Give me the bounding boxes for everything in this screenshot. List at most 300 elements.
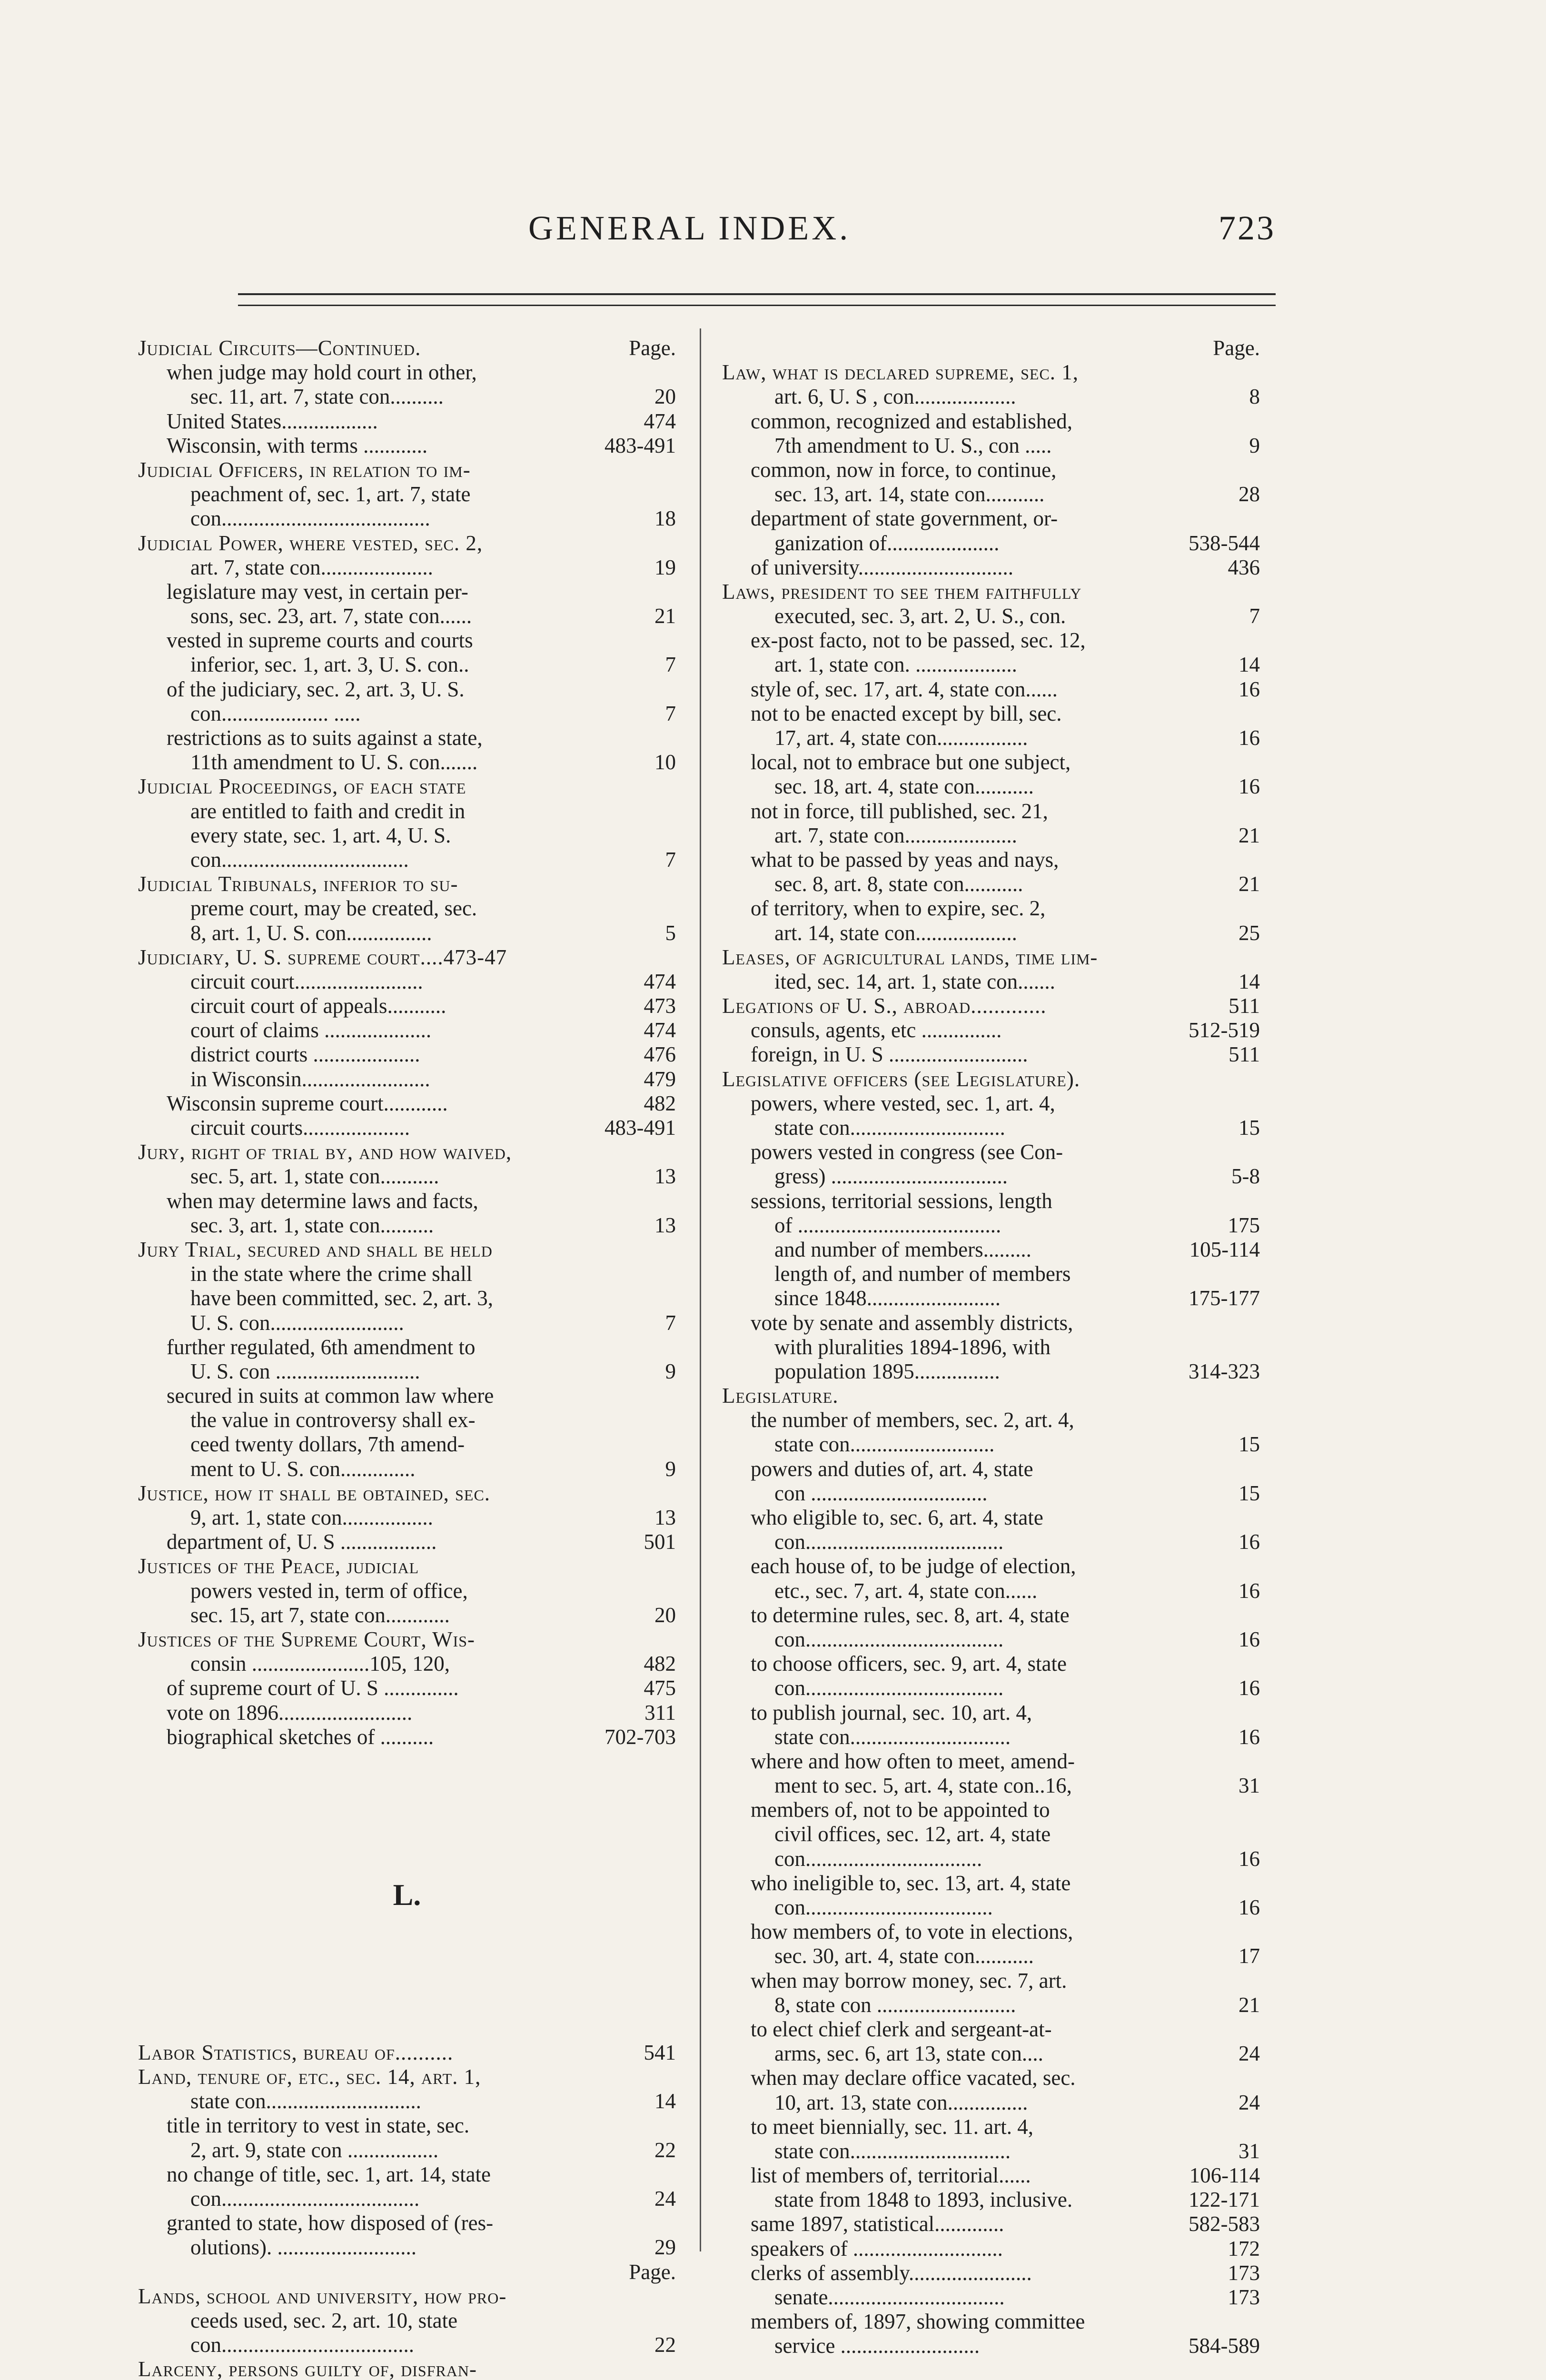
- index-subentry: [138, 2113, 676, 2138]
- entry-text: how members of, to vote in elections,: [751, 1920, 1073, 1944]
- entry-text: not in force, till published, sec. 21,: [751, 799, 1048, 823]
- entry-text: in Wisconsin........................: [190, 1067, 430, 1091]
- index-subentry: [138, 726, 676, 750]
- index-subentry: [722, 1432, 1260, 1457]
- entry-text: U. S. con.........................: [190, 1310, 404, 1335]
- entry-text: sec. 11, art. 7, state con..........: [190, 385, 444, 409]
- page-reference: 5-8: [1231, 1164, 1260, 1189]
- section-spacer: [138, 1919, 676, 2041]
- entry-text: olutions). ..........................: [190, 2235, 417, 2260]
- page-reference: 122-171: [1189, 2188, 1260, 2212]
- entry-text: Judicial Tribunals, inferior to su-: [138, 872, 458, 896]
- page-reference: 173: [1228, 2285, 1260, 2309]
- page-title: GENERAL INDEX.: [528, 209, 851, 247]
- index-entry: [138, 336, 676, 360]
- entry-text: Land, tenure of, etc., sec. 14, art. 1,: [138, 2065, 481, 2089]
- index-subentry: [138, 1311, 676, 1335]
- page-reference: 24: [1239, 2042, 1260, 2066]
- entry-text: each house of, to be judge of election,: [751, 1554, 1076, 1578]
- index-subentry: [722, 2017, 1260, 2042]
- page-reference: 541: [644, 2040, 676, 2064]
- page-reference: 21: [654, 604, 676, 628]
- entry-text: Judiciary, U. S. supreme court....473-47: [138, 945, 507, 969]
- entry-text: population 1895................: [774, 1359, 1000, 1383]
- entry-text: who eligible to, sec. 6, art. 4, state: [751, 1506, 1043, 1529]
- index-subentry: [138, 970, 676, 994]
- entry-text: Legations of U. S., abroad.............: [722, 994, 1047, 1018]
- index-subentry: [722, 336, 1260, 360]
- index-subentry: [722, 2212, 1260, 2236]
- index-subentry: [722, 1189, 1260, 1213]
- page-reference: 7: [665, 653, 676, 677]
- entry-text: 8, state con ..........................: [774, 1993, 1016, 2017]
- index-subentry: [722, 2285, 1260, 2310]
- entry-text: Justices of the Supreme Court, Wis-: [138, 1627, 476, 1651]
- index-subentry: [722, 2188, 1260, 2212]
- entry-text: arms, sec. 6, art 13, state con....: [774, 2042, 1043, 2066]
- index-subentry: [722, 1164, 1260, 1189]
- entry-text: members of, 1897, showing committee: [751, 2310, 1085, 2334]
- index-subentry: [138, 1384, 676, 1408]
- entry-text: 7th amendment to U. S., con .....: [774, 433, 1052, 457]
- index-subentry: [722, 702, 1260, 726]
- index-subentry: [722, 1749, 1260, 1774]
- entry-text: state con..............................: [774, 1725, 1011, 1749]
- entry-text: in the state where the crime shall: [190, 1262, 473, 1286]
- entry-text: circuit court of appeals...........: [190, 994, 446, 1018]
- entry-text: Larceny, persons guilty of, disfran-: [138, 2357, 477, 2380]
- index-subentry: [138, 2333, 676, 2357]
- entry-text: Justice, how it shall be obtained, sec.: [138, 1481, 491, 1505]
- entry-text: sec. 5, art. 1, state con...........: [190, 1164, 439, 1189]
- index-subentry: [722, 1944, 1260, 1968]
- entry-text: when may determine laws and facts,: [167, 1189, 478, 1213]
- page-reference: 28: [1239, 482, 1260, 506]
- index-subentry: [722, 1018, 1260, 1042]
- index-entry: [722, 1067, 1260, 1091]
- page-reference: 501: [644, 1530, 676, 1554]
- entry-text: circuit court........................: [190, 969, 423, 993]
- entry-text: who ineligible to, sec. 13, art. 4, state: [751, 1871, 1071, 1895]
- page-reference: 105-114: [1189, 1237, 1260, 1261]
- index-subentry: [722, 2310, 1260, 2334]
- index-subentry: [138, 896, 676, 921]
- entry-text: con.................................: [774, 1846, 982, 1871]
- entry-text: con.....................................: [774, 1530, 1004, 1554]
- index-subentry: [722, 1920, 1260, 1944]
- entry-text: members of, not to be appointed to: [751, 1798, 1050, 1822]
- index-subentry: [138, 1359, 676, 1384]
- entry-text: Leases, of agricultural lands, time lim-: [722, 945, 1098, 969]
- page-reference: 479: [644, 1067, 676, 1091]
- index-subentry: [722, 1603, 1260, 1627]
- entry-text: con...................................: [774, 1895, 993, 1919]
- entry-text: ceeds used, sec. 2, art. 10, state: [190, 2308, 458, 2332]
- page-reference: 20: [654, 385, 676, 409]
- page-reference: 21: [1239, 823, 1260, 847]
- index-subentry: [138, 2187, 676, 2211]
- entry-text: powers and duties of, art. 4, state: [751, 1457, 1033, 1481]
- index-entry: [138, 2284, 676, 2309]
- entry-text: sec. 8, art. 8, state con...........: [774, 872, 1023, 896]
- page-reference: 476: [644, 1042, 676, 1067]
- entry-text: Legislature.: [722, 1384, 839, 1408]
- entry-text: Judicial Circuits—Continued.: [138, 336, 421, 360]
- index-subentry: [722, 1408, 1260, 1432]
- page-reference: 17: [1239, 1944, 1260, 1968]
- entry-text: Wisconsin, with terms ............: [167, 433, 428, 457]
- index-subentry: [722, 458, 1260, 482]
- index-subentry: [722, 653, 1260, 677]
- entry-text: Judicial Power, where vested, sec. 2,: [138, 531, 483, 555]
- index-subentry: [138, 555, 676, 580]
- index-subentry: [138, 1042, 676, 1067]
- entry-text: department of state government, or-: [751, 506, 1058, 531]
- entry-text: Jury, right of trial by, and how waived,: [138, 1140, 512, 1164]
- index-subentry: [138, 1067, 676, 1091]
- page-reference: 538-544: [1189, 531, 1260, 555]
- index-subentry: [138, 799, 676, 823]
- index-subentry: [138, 604, 676, 628]
- page-reference: 31: [1239, 1774, 1260, 1798]
- entry-text: 9, art. 1, state con.................: [190, 1506, 433, 1529]
- index-subentry: [722, 872, 1260, 896]
- page-reference: 22: [654, 2138, 676, 2162]
- entry-text: to choose officers, sec. 9, art. 4, state: [751, 1652, 1067, 1676]
- page-reference: 173: [1228, 2261, 1260, 2285]
- entry-text: are entitled to faith and credit in: [190, 799, 466, 823]
- page-reference: 436: [1228, 555, 1260, 579]
- page-reference: 31: [1239, 2139, 1260, 2163]
- page-reference: 582-583: [1189, 2212, 1260, 2236]
- index-subentry: [138, 1189, 676, 1213]
- page-reference: 702-703: [605, 1725, 676, 1749]
- index-entry: [138, 872, 676, 896]
- section-letter-heading: [138, 1871, 676, 1919]
- page-header: [528, 208, 1276, 251]
- entry-text: sec. 18, art. 4, state con...........: [774, 774, 1034, 799]
- entry-text: to elect chief clerk and sergeant-at-: [751, 2017, 1052, 2041]
- index-entry: [138, 1554, 676, 1578]
- entry-text: Jury Trial, secured and shall be held: [138, 1237, 493, 1261]
- entry-text: preme court, may be created, sec.: [190, 896, 477, 921]
- entry-text: con .................................: [774, 1481, 988, 1505]
- index-subentry: [138, 921, 676, 945]
- index-subentry: [138, 1725, 676, 1749]
- index-entry: [138, 458, 676, 482]
- index-subentry: [138, 1530, 676, 1554]
- index-subentry: [138, 628, 676, 653]
- index-subentry: [138, 2260, 676, 2284]
- entry-text: peachment of, sec. 1, art. 7, state: [190, 482, 471, 506]
- index-entry: [138, 1238, 676, 1262]
- entry-text: speakers of ............................: [751, 2236, 1003, 2261]
- index-subentry: [722, 1554, 1260, 1578]
- entry-text: since 1848.........................: [774, 1286, 1001, 1310]
- index-subentry: [722, 385, 1260, 409]
- entry-text: 17, art. 4, state con.................: [774, 726, 1028, 750]
- entry-text: United States..................: [167, 409, 378, 433]
- index-subentry: [722, 506, 1260, 531]
- entry-text: con.....................................: [774, 1627, 1004, 1651]
- index-subentry: [722, 531, 1260, 555]
- index-subentry: [138, 2309, 676, 2333]
- index-subentry: [722, 921, 1260, 945]
- header-rule-top: [238, 293, 1276, 295]
- section-spacer: [138, 1749, 676, 1871]
- index-subentry: [722, 2261, 1260, 2285]
- page-reference: 16: [1239, 1725, 1260, 1749]
- entry-text: Laws, president to see them faithfully: [722, 579, 1082, 604]
- page-reference: 512-519: [1189, 1018, 1260, 1042]
- page-reference: 14: [654, 2089, 676, 2113]
- index-entry: [722, 580, 1260, 604]
- index-subentry: [138, 1603, 676, 1627]
- page-reference: 22: [654, 2333, 676, 2357]
- index-subentry: [722, 1652, 1260, 1676]
- index-subentry: [138, 580, 676, 604]
- entry-text: state con.............................: [774, 1116, 1005, 1140]
- index-subentry: [722, 823, 1260, 848]
- index-subentry: [722, 750, 1260, 774]
- index-subentry: [722, 1091, 1260, 1116]
- index-subentry: [138, 1018, 676, 1042]
- entry-text: art. 6, U. S , con...................: [774, 385, 1016, 409]
- page-reference: 16: [1239, 1846, 1260, 1871]
- page-reference: 511: [1229, 994, 1260, 1018]
- page-reference: 7: [665, 1310, 676, 1335]
- page-reference: 29: [654, 2235, 676, 2260]
- entry-text: what to be passed by yeas and nays,: [751, 847, 1059, 872]
- entry-text: inferior, sec. 1, art. 3, U. S. con..: [190, 653, 469, 677]
- page-reference: 9: [1249, 433, 1260, 457]
- index-subentry: [138, 1262, 676, 1286]
- entry-text: with pluralities 1894-1896, with: [774, 1335, 1050, 1359]
- entry-text: department of, U. S ..................: [167, 1530, 437, 1554]
- entry-text: art. 7, state con.....................: [774, 823, 1017, 847]
- page-reference: 19: [654, 555, 676, 579]
- index-subentry: [138, 360, 676, 385]
- index-subentry: [138, 1432, 676, 1457]
- page-reference: 15: [1239, 1432, 1260, 1457]
- entry-text: have been committed, sec. 2, art. 3,: [190, 1286, 494, 1310]
- entry-text: to meet biennially, sec. 11. art. 4,: [751, 2114, 1033, 2139]
- page-reference: 172: [1228, 2236, 1260, 2261]
- index-subentry: [138, 1457, 676, 1481]
- index-subentry: [138, 2138, 676, 2162]
- entry-text: biographical sketches of ..........: [167, 1725, 434, 1749]
- index-subentry: [722, 2139, 1260, 2163]
- entry-text: Page.: [1213, 336, 1260, 360]
- index-subentry: [722, 1262, 1260, 1286]
- entry-text: con....................................: [190, 2333, 414, 2357]
- index-subentry: [138, 1213, 676, 1238]
- page-reference: 24: [654, 2187, 676, 2211]
- index-subentry: [722, 1774, 1260, 1798]
- index-entry: [722, 945, 1260, 970]
- entry-text: ceed twenty dollars, 7th amend-: [190, 1432, 465, 1457]
- index-subentry: [722, 409, 1260, 434]
- index-subentry: [138, 1408, 676, 1432]
- index-subentry: [138, 1676, 676, 1700]
- index-entry: [722, 1384, 1260, 1408]
- page-reference: 175: [1228, 1213, 1260, 1237]
- entry-text: vested in supreme courts and courts: [167, 628, 473, 653]
- index-subentry: [722, 1457, 1260, 1481]
- entry-text: vote by senate and assembly districts,: [751, 1310, 1073, 1335]
- entry-text: common, now in force, to continue,: [751, 457, 1057, 482]
- page-reference: 16: [1239, 1530, 1260, 1554]
- index-entry: [138, 1627, 676, 1652]
- entry-text: Law, what is declared supreme, sec. 1,: [722, 360, 1079, 385]
- index-subentry: [722, 677, 1260, 702]
- page-reference: 7: [1249, 604, 1260, 628]
- index-subentry: [722, 1725, 1260, 1749]
- index-subentry: [722, 726, 1260, 750]
- index-subentry: [722, 2091, 1260, 2115]
- entry-text: every state, sec. 1, art. 4, U. S.: [190, 823, 451, 847]
- entry-text: ited, sec. 14, art. 1, state con.......: [774, 969, 1055, 993]
- index-subentry: [138, 1335, 676, 1359]
- page-reference: 25: [1239, 921, 1260, 945]
- entry-text: con.....................................: [190, 2187, 420, 2211]
- page-reference: 16: [1239, 1895, 1260, 1919]
- index-subentry: [138, 750, 676, 774]
- page-reference: 7: [665, 701, 676, 725]
- index-subentry: [722, 799, 1260, 823]
- index-entry: [138, 1140, 676, 1164]
- entry-text: ganization of.....................: [774, 531, 1000, 555]
- entry-text: con.......................................: [190, 506, 430, 531]
- entry-text: executed, sec. 3, art. 2, U. S., con.: [774, 604, 1066, 628]
- index-subentry: [138, 1701, 676, 1725]
- entry-text: sec. 3, art. 1, state con..........: [190, 1213, 434, 1237]
- page-reference: 14: [1239, 653, 1260, 677]
- index-subentry: [722, 1676, 1260, 1700]
- index-subentry: [722, 1530, 1260, 1554]
- entry-text: length of, and number of members: [774, 1262, 1071, 1286]
- entry-text: sec. 13, art. 14, state con...........: [774, 482, 1045, 506]
- index-subentry: [722, 1359, 1260, 1384]
- entry-text: to determine rules, sec. 8, art. 4, state: [751, 1603, 1070, 1627]
- entry-text: art. 7, state con.....................: [190, 555, 433, 579]
- entry-text: ment to sec. 5, art. 4, state con..16,: [774, 1774, 1072, 1798]
- page-reference: 584-589: [1189, 2334, 1260, 2358]
- entry-text: common, recognized and established,: [751, 409, 1073, 433]
- entry-text: civil offices, sec. 12, art. 4, state: [774, 1822, 1051, 1846]
- entry-text: foreign, in U. S ..........................: [751, 1042, 1028, 1067]
- page-reference: 8: [1249, 385, 1260, 409]
- index-subentry: [138, 1116, 676, 1140]
- entry-text: 8, art. 1, U. S. con................: [190, 921, 432, 945]
- page-reference: 475: [644, 1676, 676, 1700]
- entry-text: ex-post facto, not to be passed, sec. 12,: [751, 628, 1086, 653]
- entry-text: style of, sec. 17, art. 4, state con......: [751, 677, 1058, 701]
- index-subentry: [138, 434, 676, 458]
- page-reference: 13: [654, 1213, 676, 1237]
- index-subentry: [722, 1238, 1260, 1262]
- index-subentry: [138, 677, 676, 702]
- entry-text: Labor Statistics, bureau of..........: [138, 2040, 454, 2064]
- index-subentry: [722, 1335, 1260, 1359]
- index-entry: [138, 531, 676, 555]
- page-reference: 474: [644, 409, 676, 433]
- entry-text: to publish journal, sec. 10, art. 4,: [751, 1700, 1032, 1725]
- entry-text: granted to state, how disposed of (res-: [167, 2211, 494, 2235]
- entry-text: 10, art. 13, state con...............: [774, 2090, 1028, 2114]
- page-reference: 474: [644, 1018, 676, 1042]
- entry-text: title in territory to vest in state, sec.: [167, 2113, 470, 2138]
- index-entry: [138, 945, 676, 970]
- page-reference: 15: [1239, 1481, 1260, 1505]
- entry-text: senate.................................: [774, 2285, 1005, 2309]
- entry-text: of the judiciary, sec. 2, art. 3, U. S.: [167, 677, 465, 701]
- index-subentry: [722, 1116, 1260, 1140]
- entry-text: court of claims ....................: [190, 1018, 432, 1042]
- entry-text: powers vested in, term of office,: [190, 1578, 468, 1603]
- entry-text: Legislative officers (see Legislature).: [722, 1067, 1080, 1091]
- entry-text: Page.: [629, 2260, 676, 2284]
- entry-text: same 1897, statistical.............: [751, 2212, 1004, 2236]
- entry-text: local, not to embrace but one subject,: [751, 750, 1071, 774]
- entry-text: when judge may hold court in other,: [167, 360, 477, 385]
- index-column-left: [138, 336, 676, 2380]
- index-subentry: [722, 1798, 1260, 1822]
- page-reference: 483-491: [605, 433, 676, 457]
- index-subentry: [722, 1993, 1260, 2017]
- index-subentry: [722, 1627, 1260, 1652]
- entry-text: district courts ....................: [190, 1042, 420, 1067]
- index-subentry: [722, 2066, 1260, 2090]
- page-reference: 10: [654, 750, 676, 774]
- index-subentry: [138, 482, 676, 506]
- page-reference: 483-491: [605, 1116, 676, 1140]
- page-reference: 9: [665, 1457, 676, 1481]
- page-reference: 482: [644, 1652, 676, 1676]
- index-subentry: [722, 848, 1260, 872]
- page-reference: 314-323: [1189, 1359, 1260, 1383]
- entry-text: sec. 30, art. 4, state con...........: [774, 1944, 1034, 1968]
- entry-text: U. S. con ...........................: [190, 1359, 420, 1383]
- entry-text: consuls, agents, etc ...............: [751, 1018, 1002, 1042]
- entry-text: Justices of the Peace, judicial: [138, 1554, 419, 1578]
- entry-text: of territory, when to expire, sec. 2,: [751, 896, 1046, 921]
- page-reference: 16: [1239, 1578, 1260, 1603]
- entry-text: state con.............................: [190, 2089, 421, 2113]
- index-entry: [138, 2065, 676, 2089]
- entry-text: powers vested in congress (see Con-: [751, 1140, 1063, 1164]
- page-reference: 16: [1239, 677, 1260, 701]
- entry-text: con.................... .....: [190, 701, 361, 725]
- page-reference: 106-114: [1189, 2163, 1260, 2188]
- entry-text: etc., sec. 7, art. 4, state con......: [774, 1578, 1038, 1603]
- entry-text: clerks of assembly.......................: [751, 2261, 1032, 2285]
- page-reference: 9: [665, 1359, 676, 1383]
- index-subentry: [138, 994, 676, 1018]
- page-reference: 18: [654, 506, 676, 531]
- entry-text: Judicial Officers, in relation to im-: [138, 457, 471, 482]
- entry-text: consin ......................105, 120,: [190, 1652, 450, 1676]
- index-subentry: [138, 1579, 676, 1603]
- index-subentry: [138, 848, 676, 872]
- page-reference: 7: [665, 847, 676, 872]
- entry-text: secured in suits at common law where: [167, 1384, 494, 1408]
- page-reference: 16: [1239, 774, 1260, 799]
- index-subentry: [138, 702, 676, 726]
- index-subentry: [722, 1506, 1260, 1530]
- entry-text: Wisconsin supreme court............: [167, 1091, 448, 1115]
- entry-text: legislature may vest, in certain per-: [167, 579, 468, 604]
